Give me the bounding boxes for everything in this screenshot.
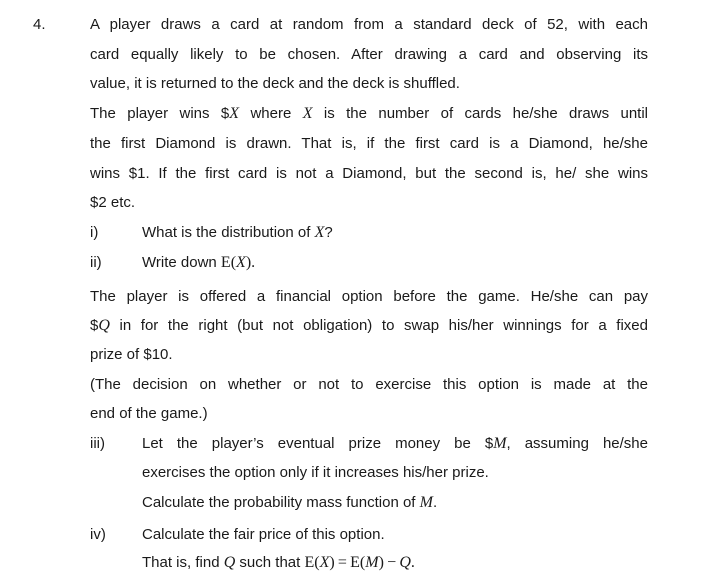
part-i-text: What is the distribution of X? [142, 224, 333, 241]
text-line-9: $Q in for the right (but not obligation) to swap his/her winnings for a fixed [90, 317, 648, 334]
text-line-12: end of the game.) [90, 405, 208, 422]
part-iii-label: iii) [90, 435, 105, 452]
text-line-6: wins $1. If the first card is not a Diamond, but the second is, he/ she wins [90, 165, 648, 182]
part-iii-text-3: Calculate the probability mass function of M. [142, 494, 438, 511]
part-ii-text: Write down E(X). [142, 254, 256, 271]
part-iii-text-2: exercises the option only if it increases his/her prize. [142, 464, 489, 481]
text-line-11: (The decision on whether or not to exercise this option is made at the [90, 376, 648, 393]
part-iv-label: iv) [90, 526, 106, 543]
part-iv-text-2: That is, find Q such that E(X) = E(M) − Q. [142, 554, 415, 571]
part-ii-label: ii) [90, 254, 102, 271]
text-line-3: value, it is returned to the deck and the deck is shuffled. [90, 75, 460, 92]
text-line-8: The player is offered a financial option before the game. He/she can pay [90, 288, 648, 305]
part-iii-text-1: Let the player’s eventual prize money be $M, assuming he/she [142, 435, 648, 452]
text-line-10: prize of $10. [90, 346, 173, 363]
text-line-7: $2 etc. [90, 194, 136, 211]
text-line-5: the first Diamond is drawn. That is, if the first card is a Diamond, he/she [90, 135, 648, 152]
part-iv-text-1: Calculate the fair price of this option. [142, 526, 385, 543]
text-line-1: A player draws a card at random from a standard deck of 52, with each [90, 16, 648, 33]
text-line-4: The player wins $X where X is the number of cards he/she draws until [90, 105, 648, 122]
part-i-label: i) [90, 224, 99, 241]
text-line-2: card equally likely to be chosen. After drawing a card and observing its [90, 46, 648, 63]
question-number: 4. [33, 16, 46, 33]
